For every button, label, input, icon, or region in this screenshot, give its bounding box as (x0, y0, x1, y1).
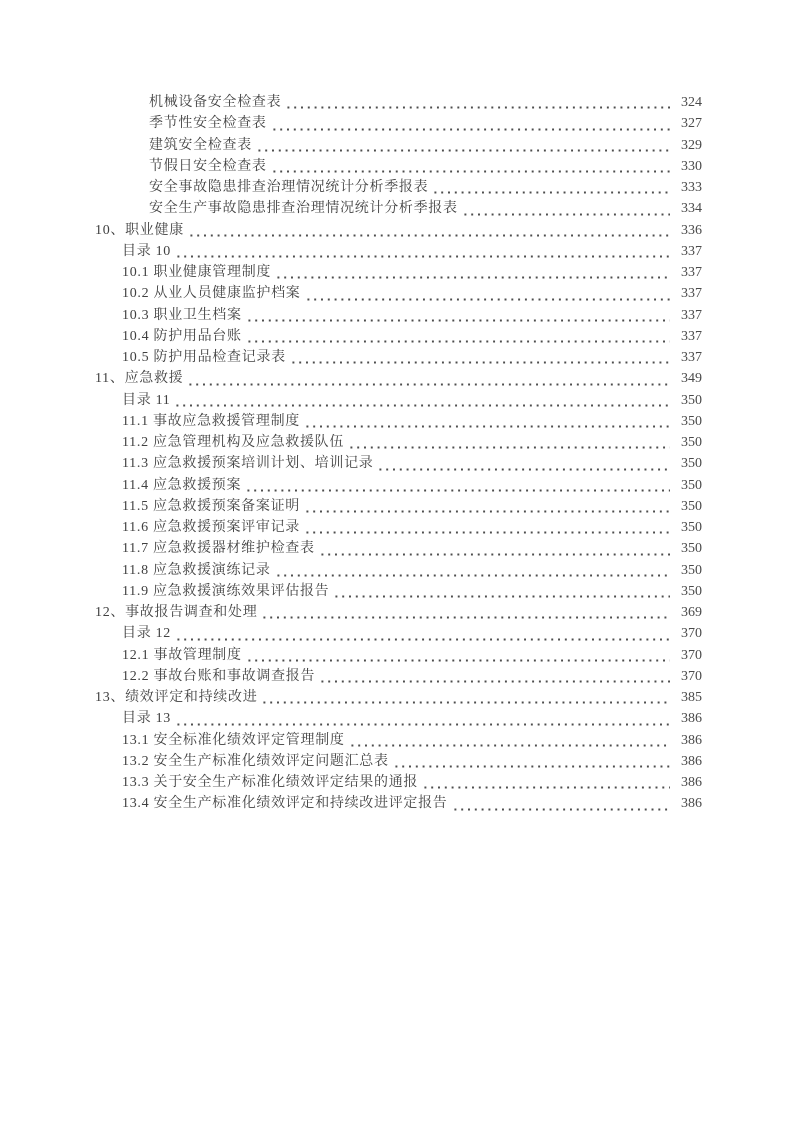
toc-entry-page-number: 350 (681, 435, 702, 450)
toc-entry-page-number: 350 (681, 541, 702, 557)
toc-entry-row[interactable] (0, 708, 793, 729)
toc-entry-label: 建筑安全检查表 (149, 137, 252, 153)
toc-entry-page-number: 370 (681, 668, 702, 684)
toc-entry-label: 安全事故隐患排查治理情况统计分析季报表 (149, 180, 429, 195)
toc-entry-page-number: 337 (681, 307, 702, 323)
toc-entry-page-number: 350 (681, 520, 702, 535)
toc-entry-row[interactable] (0, 326, 793, 347)
toc-entry-label: 10.3 职业卫生档案 (122, 307, 242, 323)
toc-entry-label: 安全生产事故隐患排查治理情况统计分析季报表 (149, 201, 458, 217)
toc-entry-label: 13.3 关于安全生产标准化绩效评定结果的通报 (122, 775, 419, 790)
toc-entry-page-number: 350 (681, 392, 702, 408)
dot-leader (304, 517, 670, 538)
toc-entry-row[interactable] (0, 538, 793, 559)
dot-leader (175, 623, 670, 644)
toc-entry-row[interactable] (0, 751, 793, 772)
toc-entry-row[interactable] (0, 177, 793, 198)
dot-leader (271, 113, 670, 134)
dot-leader (304, 496, 670, 517)
toc-entry-row[interactable] (0, 283, 793, 304)
toc-entry-row[interactable] (0, 453, 793, 474)
toc-entry-page-number: 350 (681, 498, 702, 514)
dot-leader (275, 262, 670, 283)
toc-entry-page-number: 350 (681, 583, 702, 599)
toc-entry-page-number: 337 (681, 350, 702, 365)
toc-entry-row[interactable] (0, 411, 793, 432)
toc-entry-page-number: 386 (681, 711, 702, 727)
toc-entry-label: 目录 13 (122, 711, 171, 727)
dot-leader (261, 602, 670, 623)
toc-entry-row[interactable] (0, 645, 793, 666)
dot-leader (393, 751, 670, 772)
dot-leader (422, 772, 670, 793)
dot-leader (246, 645, 670, 666)
toc-entry-row[interactable] (0, 92, 793, 113)
dot-leader (271, 156, 670, 177)
toc-entry-label: 11.2 应急管理机构及应急救援队伍 (122, 435, 345, 450)
toc-entry-page-number: 337 (681, 286, 702, 302)
toc-entry-row[interactable] (0, 475, 793, 496)
dot-leader (175, 241, 670, 262)
toc-entry-label: 10.2 从业人员健康监护档案 (122, 286, 301, 302)
toc-entry-label: 目录 11 (122, 392, 171, 408)
dot-leader (432, 177, 670, 198)
dot-leader (246, 326, 670, 347)
toc-entry-label: 11.6 应急救援预案评审记录 (122, 520, 300, 535)
toc-entry-row[interactable] (0, 220, 793, 241)
toc-entry-label: 10.1 职业健康管理制度 (122, 265, 272, 280)
dot-leader (275, 560, 670, 581)
toc-entry-page-number: 386 (681, 753, 702, 769)
dot-leader (256, 135, 670, 156)
toc-entry-row[interactable] (0, 517, 793, 538)
dot-leader (245, 475, 670, 496)
toc-entry-row[interactable] (0, 135, 793, 156)
toc-entry-page-number: 327 (681, 116, 702, 132)
dot-leader (290, 347, 670, 368)
toc-entry-label: 目录 12 (122, 626, 171, 642)
toc-entry-row[interactable] (0, 432, 793, 453)
dot-leader (261, 687, 670, 708)
dot-leader (188, 220, 670, 241)
toc-entry-label: 13.2 安全生产标准化绩效评定问题汇总表 (122, 753, 389, 769)
dot-leader (175, 708, 670, 729)
toc-entry-label: 10.4 防护用品台账 (122, 328, 242, 344)
toc-entry-page-number: 334 (681, 201, 702, 217)
toc-entry-label: 机械设备安全检查表 (149, 95, 282, 110)
dot-leader (349, 730, 670, 751)
toc-entry-label: 11.3 应急救援预案培训计划、培训记录 (122, 456, 374, 472)
toc-entry-row[interactable] (0, 347, 793, 368)
toc-entry-label: 季节性安全检查表 (149, 116, 267, 132)
toc-entry-page-number: 350 (681, 413, 702, 429)
toc-entry-label: 11.1 事故应急救援管理制度 (122, 413, 300, 429)
toc-entry-label: 13.1 安全标准化绩效评定管理制度 (122, 732, 345, 748)
dot-leader (333, 581, 670, 602)
toc-entry-page-number: 337 (681, 243, 702, 259)
toc-entry-label: 10、职业健康 (95, 222, 184, 238)
dot-leader (246, 305, 670, 326)
toc-entry-page-number: 386 (681, 732, 702, 748)
toc-entry-label: 11.7 应急救援器材维护检查表 (122, 541, 315, 557)
toc-entry-row[interactable] (0, 793, 793, 814)
toc-entry-page-number: 386 (681, 796, 702, 812)
toc-entry-label: 12.1 事故管理制度 (122, 647, 242, 663)
toc-entry-page-number: 336 (681, 222, 702, 238)
toc-entry-page-number: 337 (681, 265, 702, 280)
toc-entry-row[interactable] (0, 156, 793, 177)
toc-entry-row[interactable] (0, 113, 793, 134)
dot-leader (452, 793, 671, 814)
toc-entry-page-number: 370 (681, 626, 702, 642)
toc-entry-page-number: 350 (681, 477, 702, 493)
dot-leader (285, 92, 670, 113)
toc-entry-label: 11.5 应急救援预案备案证明 (122, 498, 300, 514)
toc-entry-label: 目录 10 (122, 243, 171, 259)
toc-entry-page-number: 369 (681, 605, 702, 620)
dot-leader (348, 432, 670, 453)
toc-entry-page-number: 386 (681, 775, 702, 790)
table-of-contents (0, 92, 793, 815)
dot-leader (319, 666, 670, 687)
toc-entry-page-number: 337 (681, 328, 702, 344)
toc-entry-row[interactable] (0, 390, 793, 411)
toc-entry-label: 12、事故报告调查和处理 (95, 605, 258, 620)
toc-entry-row[interactable] (0, 198, 793, 219)
toc-entry-row[interactable] (0, 496, 793, 517)
toc-entry-page-number: 324 (681, 95, 702, 110)
toc-entry-row[interactable] (0, 560, 793, 581)
dot-leader (305, 283, 671, 304)
toc-entry-row[interactable] (0, 623, 793, 644)
dot-leader (377, 453, 670, 474)
toc-entry-label: 13.4 安全生产标准化绩效评定和持续改进评定报告 (122, 796, 448, 812)
toc-entry-page-number: 350 (681, 456, 702, 472)
toc-entry-label: 13、绩效评定和持续改进 (95, 690, 258, 705)
toc-entry-page-number: 349 (681, 371, 702, 387)
toc-entry-label: 10.5 防护用品检查记录表 (122, 350, 286, 365)
dot-leader (174, 390, 670, 411)
toc-entry-row[interactable] (0, 687, 793, 708)
toc-entry-label: 节假日安全检查表 (149, 158, 267, 174)
dot-leader (462, 198, 670, 219)
dot-leader (304, 411, 670, 432)
toc-entry-page-number: 385 (681, 690, 702, 705)
toc-entry-label: 11.4 应急救援预案 (122, 477, 242, 493)
toc-entry-label: 11.8 应急救援演练记录 (122, 562, 271, 578)
toc-entry-row[interactable] (0, 772, 793, 793)
toc-entry-label: 11.9 应急救援演练效果评估报告 (122, 583, 330, 599)
dot-leader (319, 538, 670, 559)
toc-entry-row[interactable] (0, 602, 793, 623)
toc-entry-row[interactable] (0, 666, 793, 687)
toc-entry-row[interactable] (0, 241, 793, 262)
toc-entry-row[interactable] (0, 730, 793, 751)
toc-entry-row[interactable] (0, 581, 793, 602)
toc-entry-row[interactable] (0, 262, 793, 283)
toc-entry-page-number: 333 (681, 180, 702, 195)
dot-leader (187, 368, 670, 389)
toc-entry-page-number: 350 (681, 562, 702, 578)
toc-entry-label: 11、应急救援 (95, 371, 184, 387)
toc-entry-row[interactable] (0, 368, 793, 389)
toc-entry-row[interactable] (0, 305, 793, 326)
toc-entry-page-number: 330 (681, 158, 702, 174)
toc-entry-page-number: 370 (681, 647, 702, 663)
toc-entry-label: 12.2 事故台账和事故调查报告 (122, 668, 316, 684)
toc-entry-page-number: 329 (681, 137, 702, 153)
